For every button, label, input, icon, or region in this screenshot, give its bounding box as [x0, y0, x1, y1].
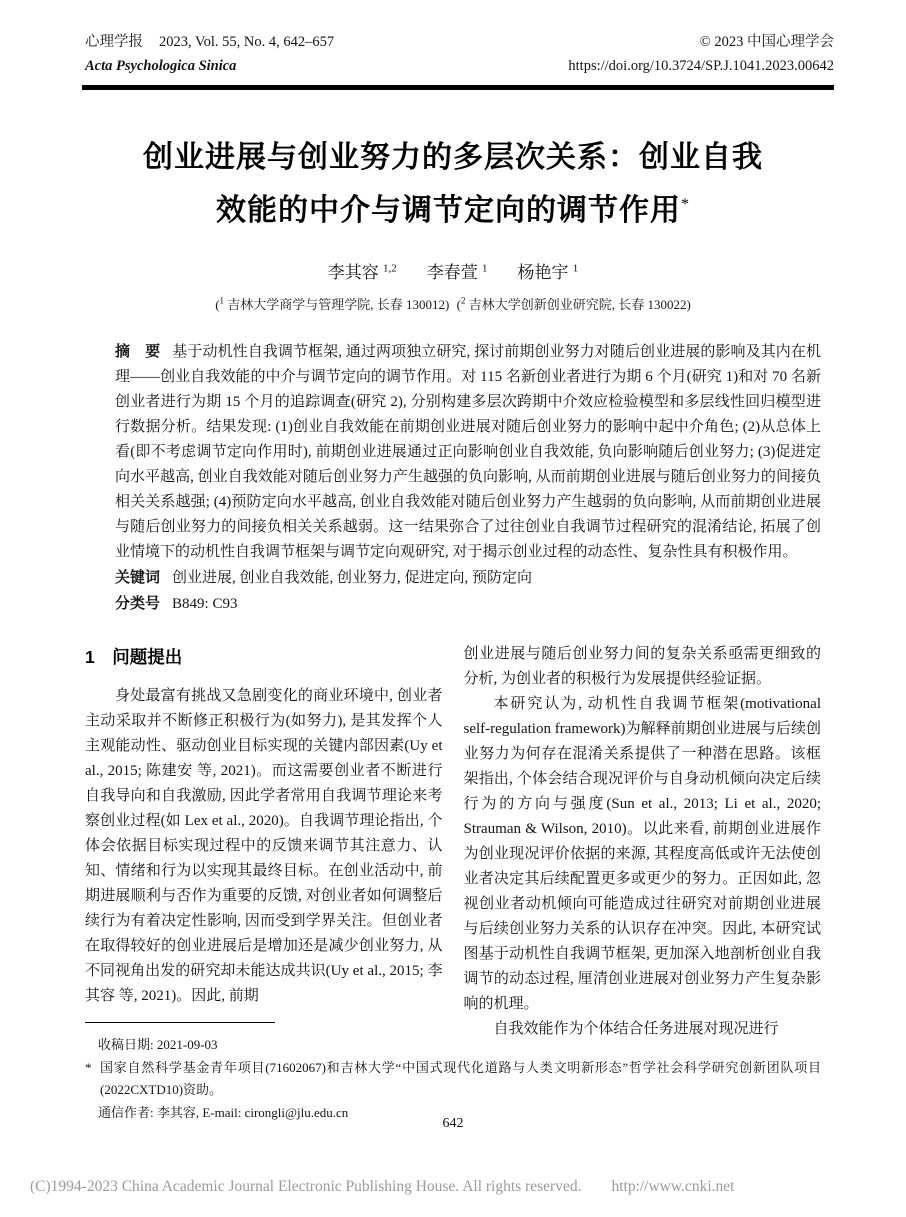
- classification-text: B849: C93: [172, 596, 238, 612]
- body-paragraph-2: 本研究认为, 动机性自我调节框架(motivational self-regulation framework)为解释前期创业进展与后续创业努力为何存在混淆关系提供了一种潜在思路。该框架指出, 个体会结合现况评价与自身动机倾向决定后续行为的方向与强度(Sun et al., 2013; Li et al., 2020; Strauman & Wilson, 2010)。以此来看, 前期创业进展作为创业现况评价依据的来源, 其程度高低或许无法使创业者决定其后续配置更多或更少的努力。正因如此, 忽视创业者动机倾向可能造成过往研究对前期创业进展与后续创业努力关系的认识存在冲突。因此, 本研究试图基于动机性自我调节框架, 更加深入地剖析创业自我调节的动态过程, 厘清创业进展对创业努力产生复杂影响的机理。: [463, 696, 821, 1012]
- right-column: [464, 642, 822, 1042]
- body-paragraph-left: 身处最富有挑战又急剧变化的商业环境中, 创业者主动采取并不断修正积极行为(如努力), 是其发挥个人主观能动性、驱动创业目标实现的关键内部因素(Uy et al., 2015; 陈建安 等, 2021)。而这需要创业者不断进行自我导向和自我激励, 因此学者常用自我调节理论来考察创业过程(如 Lex et al., 2020)。自我调节理论指出, 个体会依据目标实现过程中的反馈来调节其注意力、认知、情绪和行为以实现其最终目标。在创业活动中, 前期进展顺利与否作为重要的反馈, 对创业者如何调整后续行为有着决定性影响, 因而受到学界关注。但创业者在取得较好的创业进展后是增加还是减少创业努力, 从不同视角出发的研究却未能达成共识(Uy et al., 2015; 李其容 等, 2021)。因此, 前期: [85, 688, 443, 1004]
- affiliation-line: [0, 294, 906, 313]
- abstract-label: 摘 要: [115, 343, 161, 360]
- watermark-copyright: (C)1994-2023 China Academic Journal Electronic Publishing House. All rights reserved.: [30, 1178, 582, 1195]
- affiliation-1: ($^1$ 吉林大学商学与管理学院, 长春 130012): [215, 295, 450, 312]
- page-number: 642: [442, 1116, 464, 1131]
- classification-line: [115, 591, 821, 617]
- body-columns: [85, 642, 821, 1042]
- article-title-line2: 效能的中介与调节定向的调节作用*: [216, 194, 690, 227]
- body-paragraph-continued: 创业进展与随后创业努力间的复杂关系亟需更细致的分析, 为创业者的积极行为发展提供经验证据。: [463, 646, 821, 687]
- funding-marker: *: [85, 1059, 92, 1075]
- left-column: [85, 642, 443, 1042]
- cnki-watermark: [30, 1178, 886, 1196]
- journal-issue-line: [85, 30, 334, 54]
- funding-text: 国家自然科学基金青年项目(71602067)和吉林大学“中国式现代化道路与人类文明新形态”哲学社会科学研究创新团队项目(2022CXTD10)资助。: [100, 1059, 821, 1097]
- footnote-separator: [85, 1022, 275, 1023]
- journal-name-en: Acta Psychologica Sinica: [85, 58, 237, 74]
- received-date: 收稿日期: 2021-09-03: [98, 1037, 218, 1052]
- header-double-rule: [82, 85, 834, 90]
- funding-note: [85, 1057, 821, 1102]
- keywords-text: 创业进展, 创业自我效能, 创业努力, 促进定向, 预防定向: [172, 570, 533, 586]
- journal-header-left: [85, 30, 334, 78]
- classification-label: 分类号: [115, 595, 161, 612]
- journal-header: [85, 30, 834, 78]
- author-list: [0, 258, 906, 283]
- journal-header-right: [568, 30, 834, 78]
- journal-name-cn: 心理学报: [85, 34, 143, 50]
- author-3: 杨艳宇 $^1$: [517, 262, 579, 282]
- keywords-line: [115, 565, 821, 591]
- author-1: 李其容 $^{1,2}$: [327, 262, 397, 282]
- article-title: [0, 134, 906, 234]
- abstract-paragraph: [115, 339, 821, 565]
- author-2: 李春萱 $^1$: [426, 262, 488, 282]
- journal-copyright: © 2023 中国心理学会: [699, 34, 834, 50]
- journal-doi-link: https://doi.org/10.3724/SP.J.1041.2023.00642: [568, 58, 834, 74]
- section-1-heading: 1 问题提出: [85, 647, 183, 667]
- watermark-url: http://www.cnki.net: [611, 1178, 735, 1195]
- title-footnote-marker: *: [681, 196, 690, 213]
- abstract-text: 基于动机性自我调节框架, 通过两项独立研究, 探讨前期创业努力对随后创业进展的影响及其内在机理——创业自我效能的中介与调节定向的调节作用。对 115 名新创业者进行为期 6 个月(研究 1)和对 70 名新创业者进行为期 15 个月的追踪调查(研究 2), 分别构建多层次跨期中介效应检验模型和多层线性回归模型进行数据分析。结果发现: (1)创业自我效能在前期创业进展对随后创业努力的影响中起中介角色; (2)从总体上看(即不考虑调节定向作用时), 前期创业进展通过正向影响创业自我效能, 负向影响随后创业努力; (3)促进定向水平越高, 创业自我效能对随后创业努力产生越强的负向影响, 从而前期创业进展与随后创业努力的间接负相关关系越强; (4)预防定向水平越高, 创业自我效能对随后创业努力产生越弱的负向影响, 从而前期创业进展与随后创业努力的间接负相关关系越弱。这一结果弥合了过往创业自我调节过程研究的混淆结论, 拓展了创业情境下的动机性自我调节框架与调节定向观研究, 对于揭示创业过程的动态性、复杂性具有积极作用。: [115, 344, 821, 560]
- journal-issue-info: 2023, Vol. 55, No. 4, 642–657: [159, 34, 335, 50]
- keywords-label: 关键词: [115, 569, 161, 586]
- affiliation-2: ($^2$ 吉林大学创新创业研究院, 长春 130022): [456, 295, 691, 312]
- article-title-line1: 创业进展与创业努力的多层次关系：创业自我: [143, 141, 763, 174]
- corresponding-author-note: 通信作者: 李其容, E-mail: cirongli@jlu.edu.cn: [98, 1104, 349, 1120]
- footnote-block: [85, 1022, 821, 1124]
- body-paragraph-3: 自我效能作为个体结合任务进展对现况进行: [493, 1021, 779, 1037]
